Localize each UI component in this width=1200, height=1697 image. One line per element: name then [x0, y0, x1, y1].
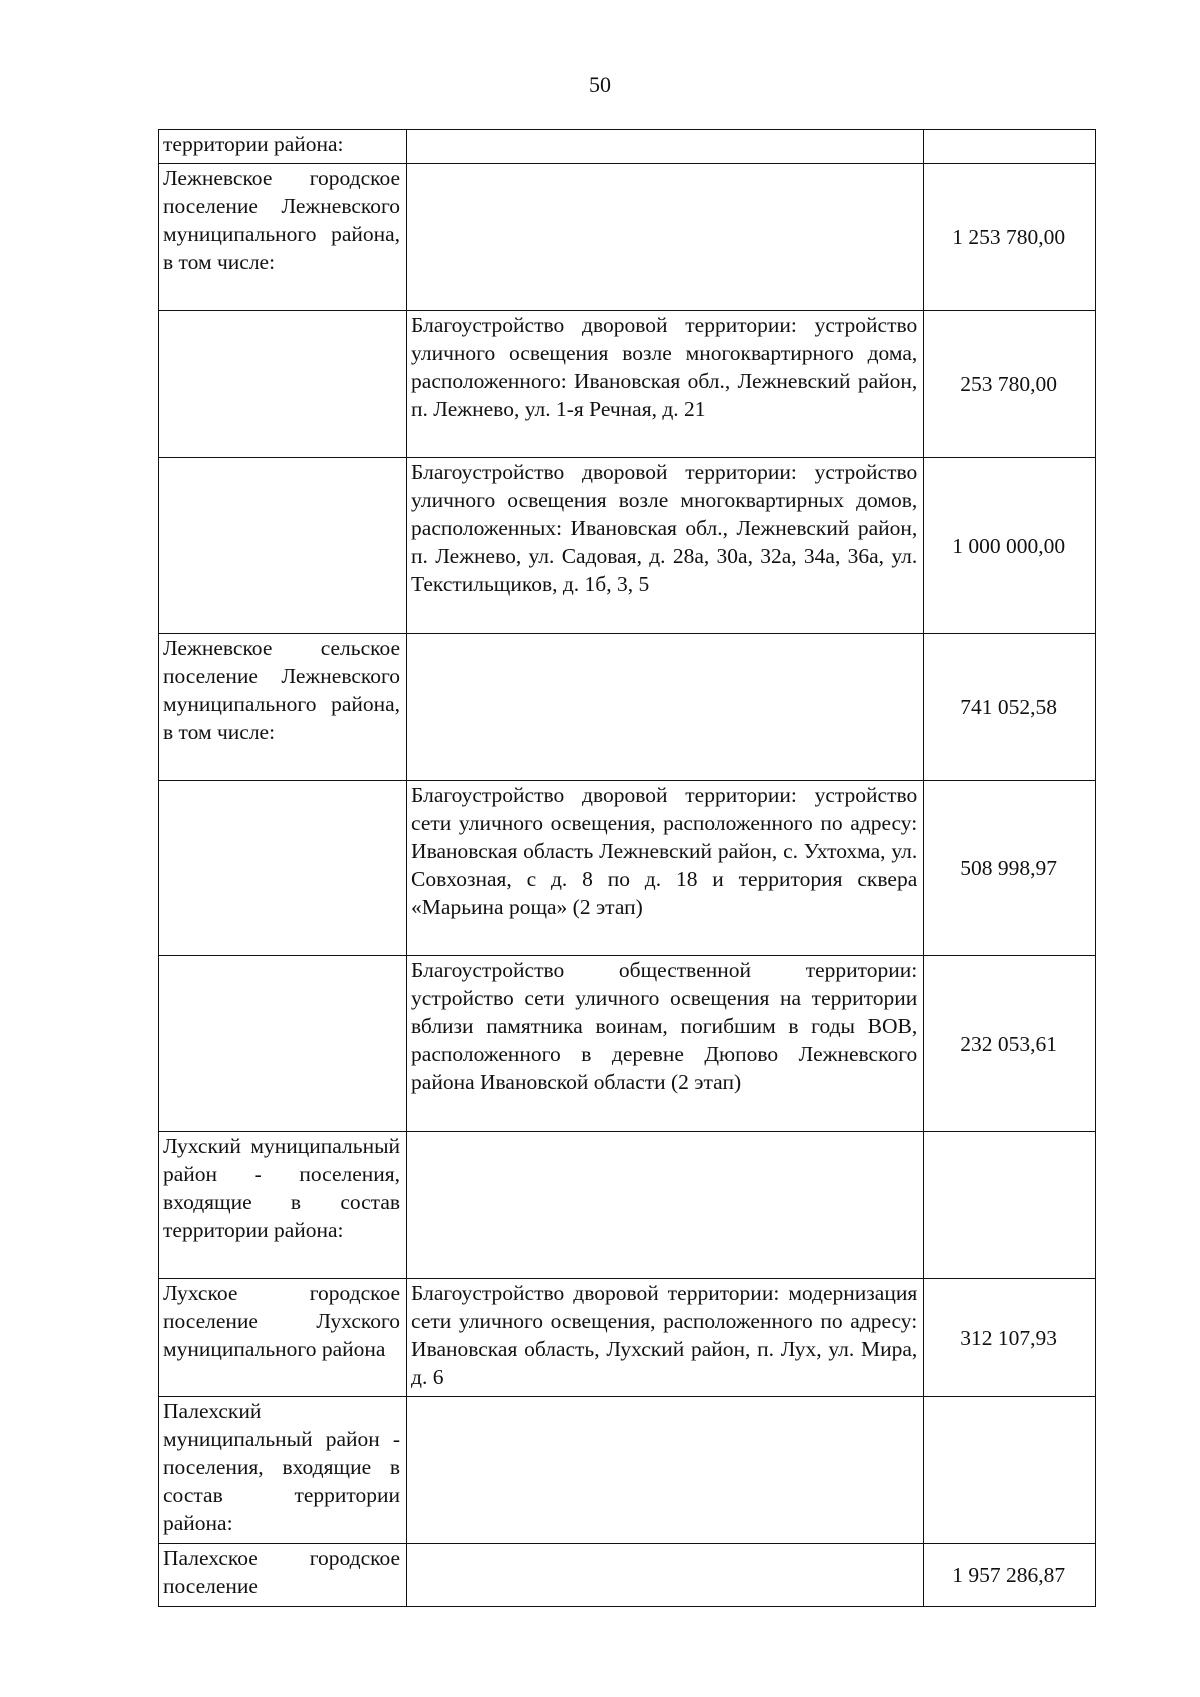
description-cell: Благоустройство общественной территории: устройство сети уличного освещения на территории вблизи памятника воинам, погибшим в годы ВОВ, расположенного в деревне Дюпово Лежневского района Ивановской области (2 этап)	[407, 956, 924, 1132]
description-cell	[407, 1544, 924, 1607]
settlement-name-cell	[159, 458, 407, 634]
amount-cell: 1 957 286,87	[924, 1544, 1096, 1607]
table-row	[159, 1397, 1096, 1544]
description-cell	[407, 634, 924, 781]
settlement-name-cell: Лухское городское поселение Лухского муниципального района	[159, 1279, 407, 1397]
table-row	[159, 1544, 1096, 1607]
amount-cell: 253 780,00	[924, 311, 1096, 458]
table-row	[159, 458, 1096, 634]
page-number: 50	[589, 72, 611, 97]
amount-cell: 508 998,97	[924, 781, 1096, 956]
description-cell: Благоустройство дворовой территории: устройство сети уличного освещения, расположенного по адресу: Ивановская область Лежневский район, с. Ухтохма, ул. Совхозная, с д. 8 по д. 18 и территория сквера «Марьина роща» (2 этап)	[407, 781, 924, 956]
settlement-name-cell: Палехский муниципальный район - поселения, входящие в состав территории района:	[159, 1397, 407, 1544]
amount-cell	[924, 1397, 1096, 1544]
amount-cell	[924, 130, 1096, 164]
description-cell	[407, 130, 924, 164]
amount-cell: 1 000 000,00	[924, 458, 1096, 634]
table-row	[159, 130, 1096, 164]
settlement-name-cell: Лежневское городское поселение Лежневского муниципального района, в том числе:	[159, 164, 407, 311]
amount-cell: 741 052,58	[924, 634, 1096, 781]
description-cell	[407, 1132, 924, 1279]
table-row	[159, 634, 1096, 781]
description-cell	[407, 1397, 924, 1544]
settlement-name-cell: Лежневское сельское поселение Лежневского муниципального района, в том числе:	[159, 634, 407, 781]
description-cell	[407, 164, 924, 311]
settlement-name-cell	[159, 311, 407, 458]
settlement-name-cell	[159, 956, 407, 1132]
table-row	[159, 1279, 1096, 1397]
description-cell: Благоустройство дворовой территории: модернизация сети уличного освещения, расположенного по адресу: Ивановская область, Лухский район, п. Лух, ул. Мира, д. 6	[407, 1279, 924, 1397]
settlement-name-cell: Лухский муниципальный район - поселения, входящие в состав территории района:	[159, 1132, 407, 1279]
budget-table	[158, 129, 1096, 1607]
amount-cell: 312 107,93	[924, 1279, 1096, 1397]
amount-cell: 1 253 780,00	[924, 164, 1096, 311]
settlement-name-cell: территории района:	[159, 130, 407, 164]
settlement-name-cell: Палехское городское поселение	[159, 1544, 407, 1607]
table-row	[159, 164, 1096, 311]
table-row	[159, 311, 1096, 458]
amount-cell: 232 053,61	[924, 956, 1096, 1132]
table-row	[159, 781, 1096, 956]
description-cell: Благоустройство дворовой территории: устройство уличного освещения возле многоквартирного дома, расположенного: Ивановская обл., Лежневский район, п. Лежнево, ул. 1-я Речная, д. 21	[407, 311, 924, 458]
description-cell: Благоустройство дворовой территории: устройство уличного освещения возле многоквартирных домов, расположенных: Ивановская обл., Лежневский район, п. Лежнево, ул. Садовая, д. 28а, 30а, 32а, 34а, 36а, ул. Текстильщиков, д. 1б, 3, 5	[407, 458, 924, 634]
settlement-name-cell	[159, 781, 407, 956]
amount-cell	[924, 1132, 1096, 1279]
table-row	[159, 1132, 1096, 1279]
table-row	[159, 956, 1096, 1132]
